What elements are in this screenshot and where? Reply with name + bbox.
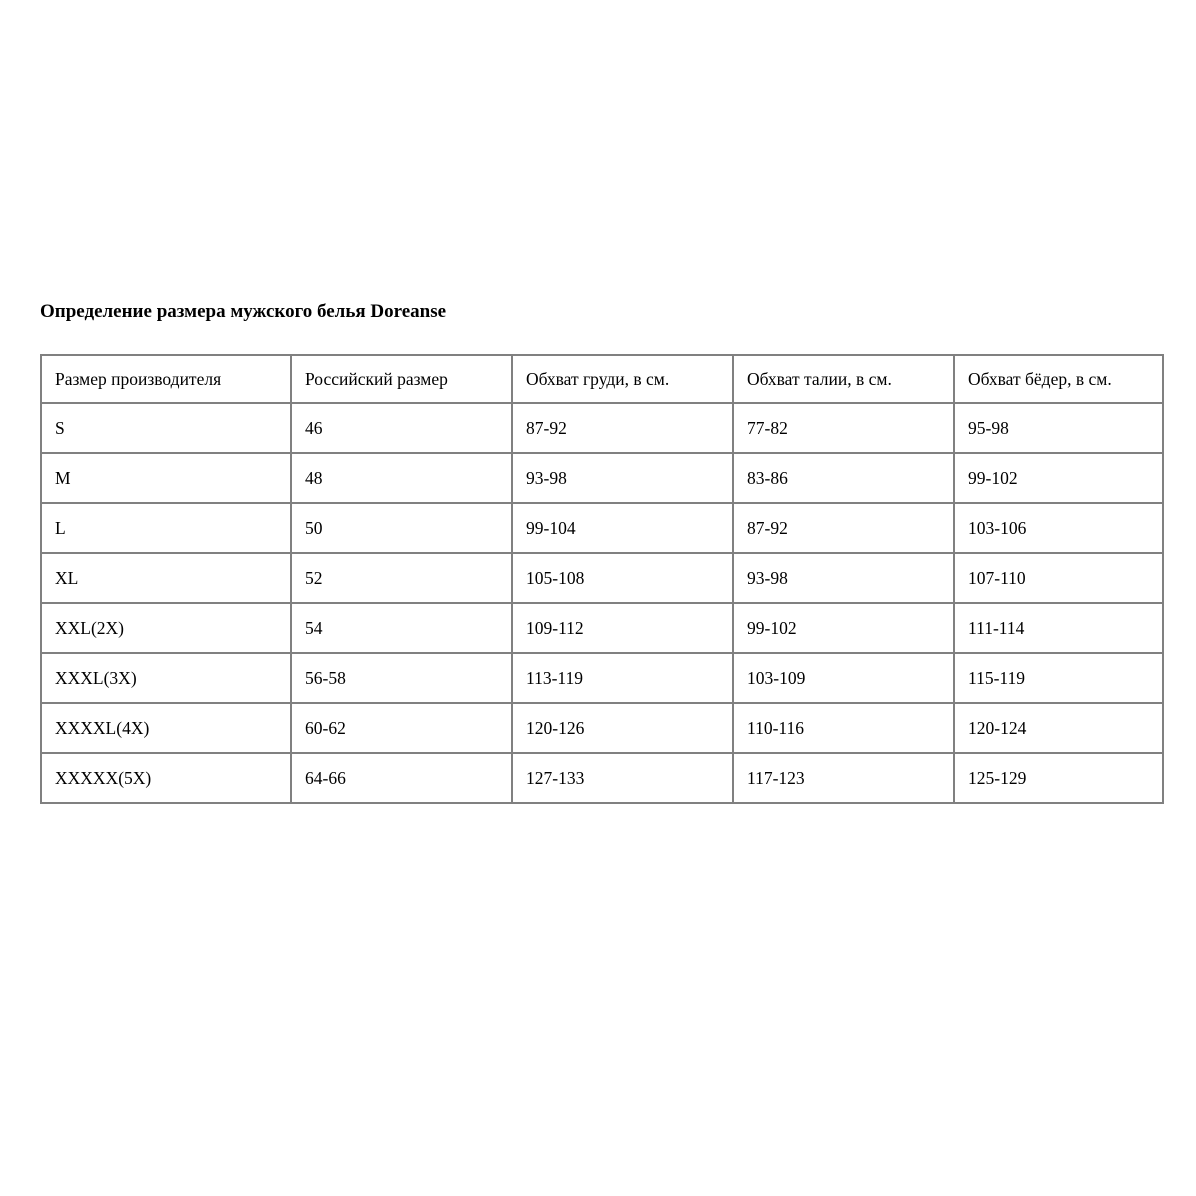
table-header-row (41, 355, 1163, 403)
table-cell: 60-62 (291, 703, 512, 753)
table-cell: 50 (291, 503, 512, 553)
table-cell: 127-133 (512, 753, 733, 803)
table-cell: 115-119 (954, 653, 1163, 703)
table-cell: 93-98 (512, 453, 733, 503)
table-cell: 109-112 (512, 603, 733, 653)
size-chart-table (40, 354, 1164, 804)
table-cell: S (41, 403, 291, 453)
table-cell: 87-92 (512, 403, 733, 453)
table-row (41, 403, 1163, 453)
table-cell: XL (41, 553, 291, 603)
table-cell: 117-123 (733, 753, 954, 803)
table-row (41, 503, 1163, 553)
table-row (41, 703, 1163, 753)
table-cell: XXXXX(5X) (41, 753, 291, 803)
table-row (41, 653, 1163, 703)
table-cell: 83-86 (733, 453, 954, 503)
table-row (41, 453, 1163, 503)
table-cell: 99-102 (733, 603, 954, 653)
table-cell: 99-104 (512, 503, 733, 553)
table-cell: 103-109 (733, 653, 954, 703)
table-cell: XXL(2X) (41, 603, 291, 653)
table-row (41, 553, 1163, 603)
table-row (41, 603, 1163, 653)
column-header: Российский размер (291, 355, 512, 403)
table-cell: 105-108 (512, 553, 733, 603)
table-cell: 64-66 (291, 753, 512, 803)
table-cell: 99-102 (954, 453, 1163, 503)
table-cell: 56-58 (291, 653, 512, 703)
table-cell: 120-124 (954, 703, 1163, 753)
table-cell: 120-126 (512, 703, 733, 753)
table-cell: 110-116 (733, 703, 954, 753)
table-cell: 103-106 (954, 503, 1163, 553)
table-cell: 52 (291, 553, 512, 603)
table-cell: 107-110 (954, 553, 1163, 603)
column-header: Размер производителя (41, 355, 291, 403)
table-cell: 113-119 (512, 653, 733, 703)
table-cell: 54 (291, 603, 512, 653)
table-cell: M (41, 453, 291, 503)
column-header: Обхват груди, в см. (512, 355, 733, 403)
table-cell: L (41, 503, 291, 553)
table-cell: 77-82 (733, 403, 954, 453)
table-cell: XXXXL(4X) (41, 703, 291, 753)
table-cell: 93-98 (733, 553, 954, 603)
table-header (41, 355, 1163, 403)
table-cell: 111-114 (954, 603, 1163, 653)
table-cell: 95-98 (954, 403, 1163, 453)
table-body (41, 403, 1163, 803)
table-cell: 87-92 (733, 503, 954, 553)
table-cell: 48 (291, 453, 512, 503)
table-cell: XXXL(3X) (41, 653, 291, 703)
table-row (41, 753, 1163, 803)
column-header: Обхват талии, в см. (733, 355, 954, 403)
page-title: Определение размера мужского белья Doreanse (40, 301, 447, 322)
column-header: Обхват бёдер, в см. (954, 355, 1163, 403)
table-cell: 125-129 (954, 753, 1163, 803)
table-cell: 46 (291, 403, 512, 453)
